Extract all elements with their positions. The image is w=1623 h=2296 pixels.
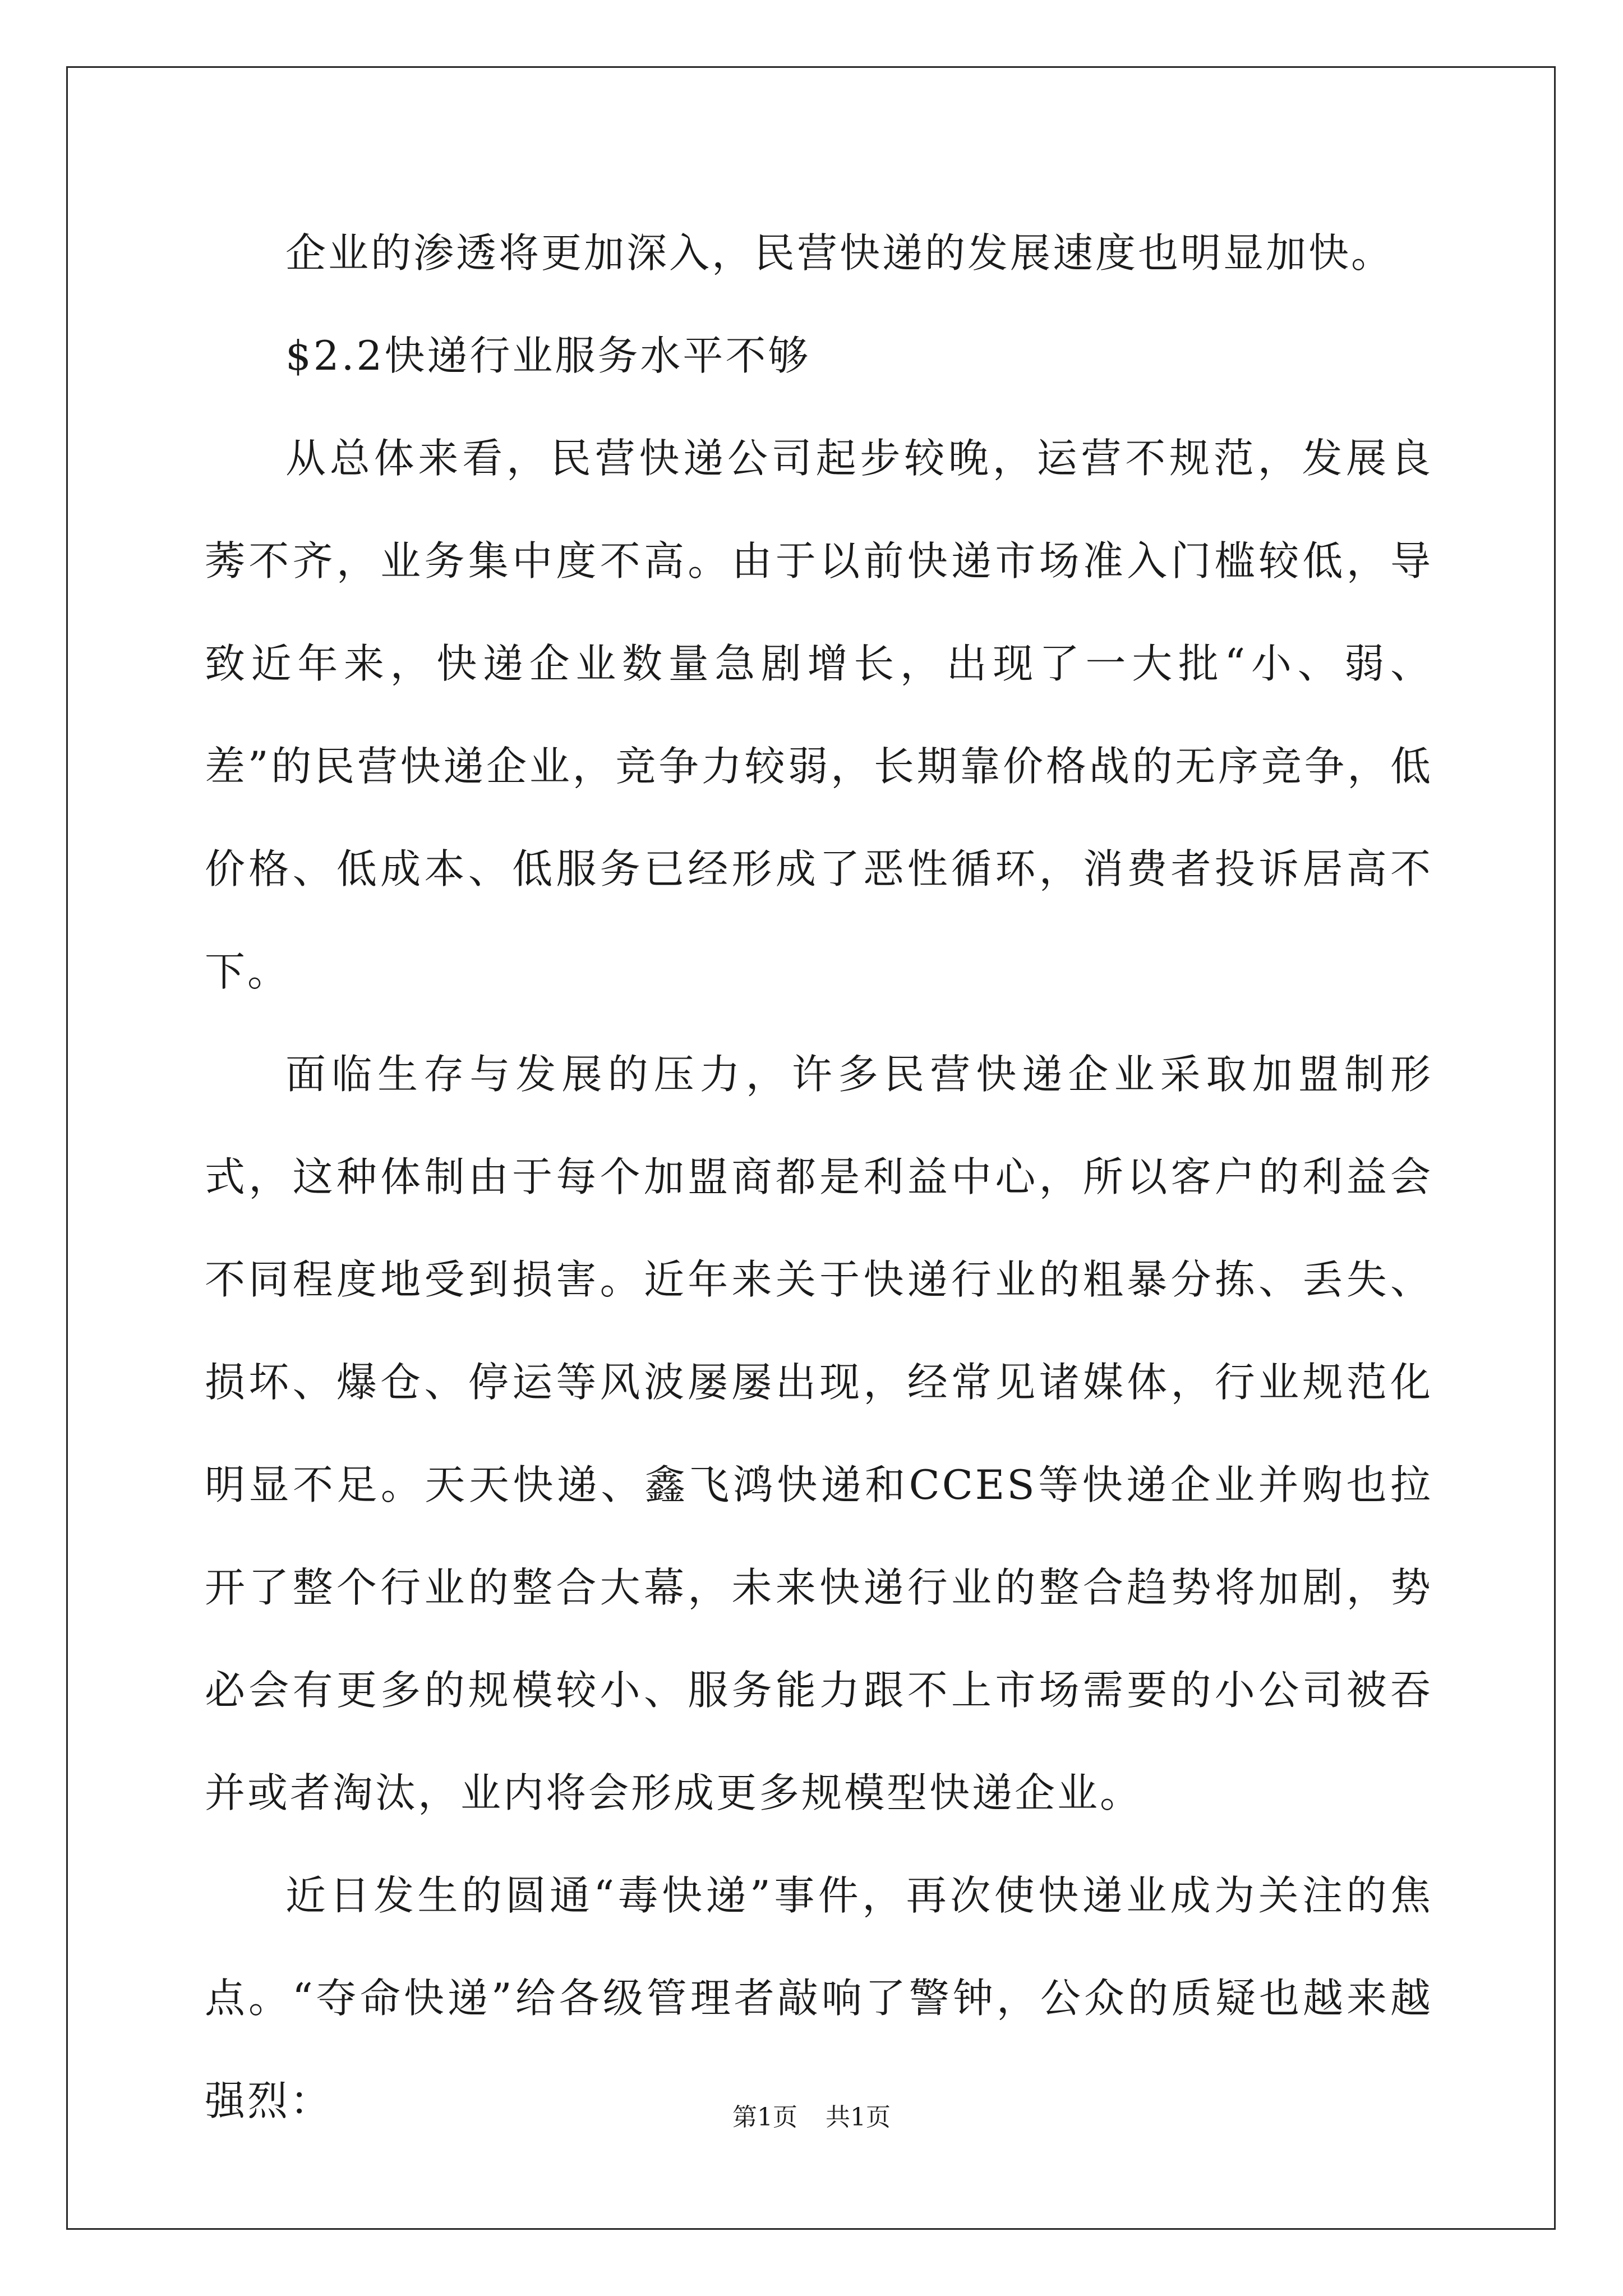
section-heading: $2.2快递行业服务水平不够 [285, 332, 811, 379]
paragraph-incident: 近日发生的圆通“毒快递”事件，再次使快递业成为关注的焦点。“夺命快递”给各级管理者敲响了警钟，公众的质疑也越来越强烈： [205, 1872, 1433, 2124]
document-body [205, 202, 1433, 2152]
paragraph-continuation: 企业的渗透将更加深入，民营快递的发展速度也明显加快。 [285, 229, 1394, 277]
paragraph-franchise: 面临生存与发展的压力，许多民营快递企业采取加盟制形式，这种体制由于每个加盟商都是利益中心，所以客户的利益会不同程度地受到损害。近年来关于快递行业的粗暴分拣、丢失、损坏、爆仓、停运等风波屡屡出现，经常见诸媒体，行业规范化明显不足。天天快递、鑫飞鸿快递和CCES等快递企业并购也拉开了整个行业的整合大幕，未来快递行业的整合趋势将加剧，势必会有更多的规模较小、服务能力跟不上市场需要的小公司被吞并或者淘汰，业内将会形成更多规模型快递企业。 [205, 1051, 1433, 1816]
page-number-current: 第1页 [732, 2103, 797, 2132]
page-number-total: 共1页 [826, 2103, 891, 2132]
paragraph-overview: 从总体来看，民营快递公司起步较晚，运营不规范，发展良莠不齐，业务集中度不高。由于以前快递市场准入门槛较低，导致近年来，快递企业数量急剧增长，出现了一大批“小、弱、差”的民营快递企业，竞争力较弱，长期靠价格战的无序竞争，低价格、低成本、低服务已经形成了恶性循环，消费者投诉居高不下。 [205, 435, 1433, 995]
page-footer [0, 2097, 1623, 2133]
